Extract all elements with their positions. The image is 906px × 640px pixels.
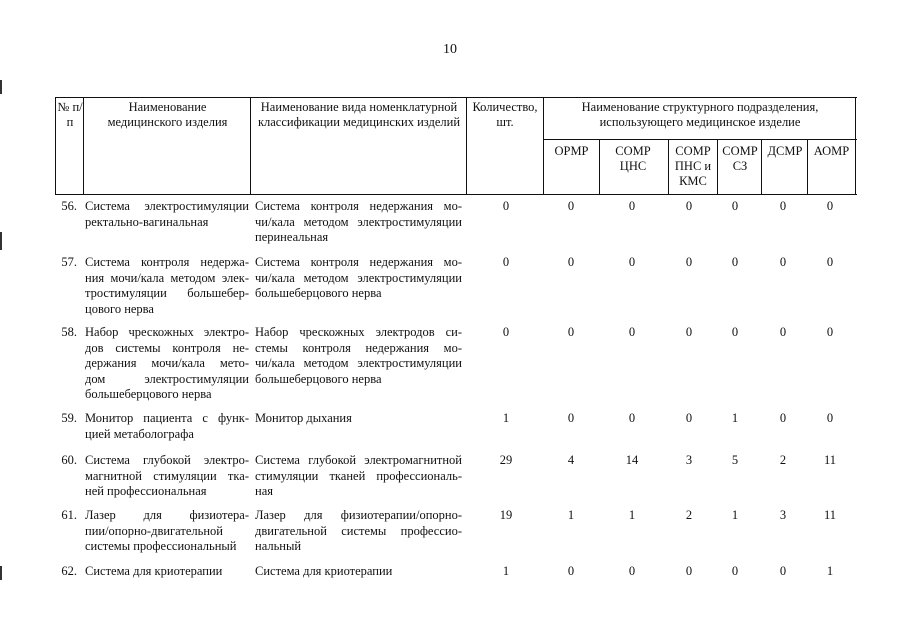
header-divider-num	[83, 97, 84, 195]
header-classification: Наименование вида номенклатурной классификации медицинских изделий	[257, 100, 461, 129]
device-name-line: Лазер для физиотера-	[85, 508, 249, 522]
row-number: 58.	[61, 325, 77, 339]
unit-quantity-cell: 0	[567, 325, 575, 339]
header-bottom-border	[55, 194, 857, 195]
unit-quantity-cell: 0	[685, 325, 693, 339]
classification-line: нальный	[255, 539, 302, 553]
header-divider-unit-1	[599, 139, 600, 195]
unit-quantity-cell: 0	[826, 199, 834, 213]
unit-quantity-cell: 3	[685, 453, 693, 467]
unit-quantity-cell: 0	[628, 325, 636, 339]
header-top-border	[55, 97, 857, 98]
unit-quantity-cell: 0	[685, 199, 693, 213]
unit-quantity-cell: 0	[779, 325, 787, 339]
header-num: № п/п	[57, 100, 83, 129]
unit-quantity-cell: 11	[823, 508, 837, 522]
classification-line: Система контроля недержания мо-	[255, 255, 462, 269]
unit-quantity-cell: 14	[625, 453, 639, 467]
unit-quantity-cell: 0	[685, 564, 693, 578]
header-device-name: Наименование медицинского изделия	[107, 100, 228, 129]
unit-quantity-cell: 0	[628, 564, 636, 578]
unit-quantity-cell: 1	[731, 411, 739, 425]
unit-quantity-cell: 0	[567, 411, 575, 425]
unit-quantity-cell: 0	[779, 411, 787, 425]
quantity-cell: 0	[502, 255, 510, 269]
device-name-line: Набор чрескожных электро-	[85, 325, 249, 339]
header-unit-dsmr: ДСМР	[767, 144, 803, 158]
classification-line: чи/кала методом электростимуляции	[255, 270, 462, 285]
classification-line: Система для криотерапии	[255, 564, 393, 578]
device-name-line: системы профессиональный	[85, 539, 237, 553]
device-name-line: держания мочи/кала мето-	[85, 356, 249, 370]
device-name-line: магнитной стимуляции тка-	[85, 468, 249, 483]
unit-quantity-cell: 0	[628, 199, 636, 213]
classification-line: стимуляции тканей профессиональ-	[255, 468, 462, 483]
unit-quantity-cell: 2	[779, 453, 787, 467]
row-number: 57.	[61, 255, 77, 269]
classification-line: ная	[255, 484, 273, 498]
device-name-line: Монитор пациента с функ-	[85, 411, 249, 425]
unit-quantity-cell: 2	[685, 508, 693, 522]
classification-line: Лазер для физиотерапии/опорно-	[255, 508, 462, 522]
unit-quantity-cell: 0	[731, 564, 739, 578]
unit-quantity-cell: 5	[731, 453, 739, 467]
quantity-cell: 1	[502, 411, 510, 425]
device-name-line: Система для криотерапии	[85, 564, 223, 578]
unit-quantity-cell: 1	[628, 508, 636, 522]
unit-quantity-cell: 3	[779, 508, 787, 522]
classification-line: Система глубокой электромагнитной	[255, 453, 462, 467]
header-unit-aomr: АОМР	[813, 144, 850, 158]
unit-quantity-cell: 0	[779, 564, 787, 578]
unit-quantity-cell: 1	[731, 508, 739, 522]
header-quantity: Количество, шт.	[472, 100, 538, 129]
row-number: 60.	[61, 453, 77, 467]
units-subheader-border	[543, 139, 857, 140]
row-number: 56.	[61, 199, 77, 213]
device-name-line: тростимуляции большебер-	[85, 286, 249, 300]
classification-line: чи/кала методом электростимуляции	[255, 356, 462, 370]
page-number: 10	[443, 42, 457, 57]
device-name-line: Система электростимуляции	[85, 199, 249, 213]
classification-line: большеберцового нерва	[255, 371, 382, 386]
unit-quantity-cell: 0	[628, 255, 636, 269]
device-name-line: ректально-вагинальная	[85, 214, 209, 229]
quantity-cell: 0	[502, 199, 510, 213]
classification-line: чи/кала методом электростимуляции	[255, 214, 462, 229]
unit-quantity-cell: 0	[779, 199, 787, 213]
classification-line: Монитор дыхания	[255, 411, 352, 425]
header-unit-ormr: ОРМР	[554, 144, 589, 158]
unit-quantity-cell: 0	[685, 255, 693, 269]
device-name-line: цией метаболографа	[85, 426, 194, 441]
unit-quantity-cell: 0	[826, 411, 834, 425]
header-unit-somr-cns: СОМР ЦНС	[615, 144, 651, 173]
unit-quantity-cell: 0	[567, 564, 575, 578]
device-name-line: цового нерва	[85, 301, 154, 316]
scan-mark	[0, 232, 2, 250]
table-header	[55, 97, 857, 195]
classification-line: двигательной системы профессио-	[255, 523, 462, 538]
device-name-line: ней профессиональная	[85, 484, 207, 498]
classification-line: Система контроля недержания мо-	[255, 199, 462, 213]
unit-quantity-cell: 4	[567, 453, 575, 467]
classification-line: стемы контроля недержания мо-	[255, 340, 462, 355]
unit-quantity-cell: 0	[826, 255, 834, 269]
device-name-line: пии/опорно-двигательной	[85, 523, 223, 538]
scan-mark	[0, 80, 2, 94]
classification-line: большеберцового нерва	[255, 286, 382, 300]
unit-quantity-cell: 0	[685, 411, 693, 425]
unit-quantity-cell: 0	[731, 325, 739, 339]
unit-quantity-cell: 11	[823, 453, 837, 467]
device-name-line: дов системы контроля не-	[85, 340, 249, 355]
unit-quantity-cell: 0	[567, 199, 575, 213]
quantity-cell: 29	[499, 453, 513, 467]
quantity-cell: 0	[502, 325, 510, 339]
unit-quantity-cell: 0	[628, 411, 636, 425]
row-number: 62.	[61, 564, 77, 578]
quantity-cell: 19	[499, 508, 513, 522]
unit-quantity-cell: 0	[731, 255, 739, 269]
header-unit-somr-sz: СОМР СЗ	[722, 144, 758, 173]
header-border-right	[855, 97, 856, 195]
quantity-cell: 1	[502, 564, 510, 578]
classification-line: перинеальная	[255, 230, 329, 244]
device-name-line: дом электростимуляции	[85, 371, 249, 386]
classification-line: Набор чрескожных электродов си-	[255, 325, 462, 339]
unit-quantity-cell: 0	[779, 255, 787, 269]
header-structural-units: Наименование структурного подразделения, использующего медицинское изделие	[581, 100, 819, 129]
row-number: 61.	[61, 508, 77, 522]
unit-quantity-cell: 0	[731, 199, 739, 213]
device-name-line: ния мочи/кала методом элек-	[85, 270, 249, 285]
device-name-line: Система глубокой электро-	[85, 453, 249, 467]
device-name-line: Система контроля недержа-	[85, 255, 249, 269]
unit-quantity-cell: 0	[567, 255, 575, 269]
device-name-line: большеберцового нерва	[85, 387, 212, 401]
unit-quantity-cell: 1	[826, 564, 834, 578]
unit-quantity-cell: 0	[826, 325, 834, 339]
unit-quantity-cell: 1	[567, 508, 575, 522]
row-number: 59.	[61, 411, 77, 425]
scan-mark	[0, 566, 2, 580]
header-unit-somr-pns-kms: СОМР ПНС и КМС	[674, 144, 712, 188]
